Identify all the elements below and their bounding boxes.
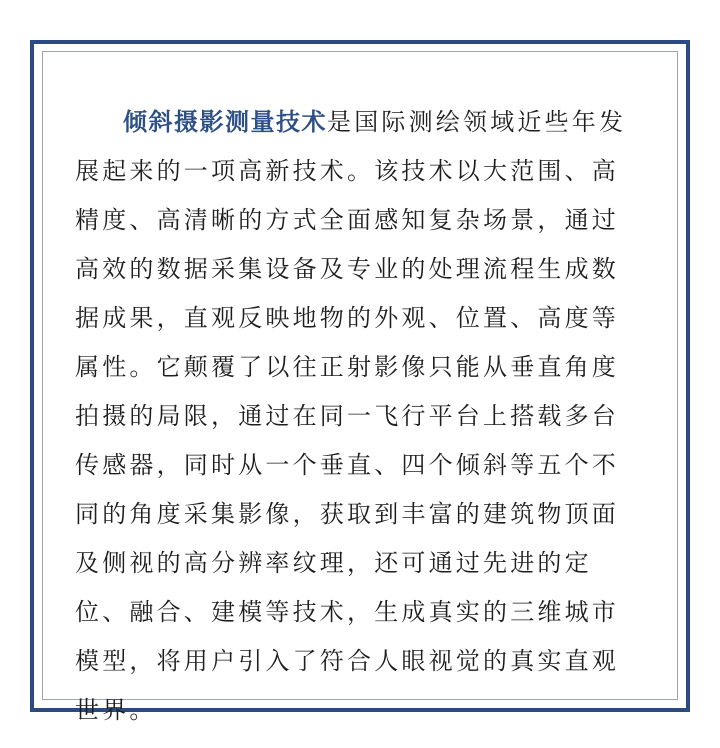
body-text: 是国际测绘领域近些年发展起来的一项高新技术。该技术以大范围、高精度、高清晰的方式全面感知复杂场景，通过高效的数据采集设备及专业的处理流程生成数据成果，直观反映地物的外观、位置、高度等属性。它颠覆了以往正射影像只能从垂直角度拍摄的局限，通过在同一飞行平台上搭载多台传感器，同时从一个垂直、四个倾斜等五个不同的角度采集影像，获取到丰富的建筑物顶面及侧视的高分辨率纹理，还可通过先进的定位、融合、建模等技术，生成真实的三维城市模型，将用户引入了符合人眼视觉的真实直观世界。 <box>75 108 627 724</box>
outer-frame <box>30 40 690 724</box>
highlight-term: 倾斜摄影测量技术 <box>123 107 327 136</box>
intro-paragraph <box>75 97 641 735</box>
inner-frame <box>42 51 678 724</box>
